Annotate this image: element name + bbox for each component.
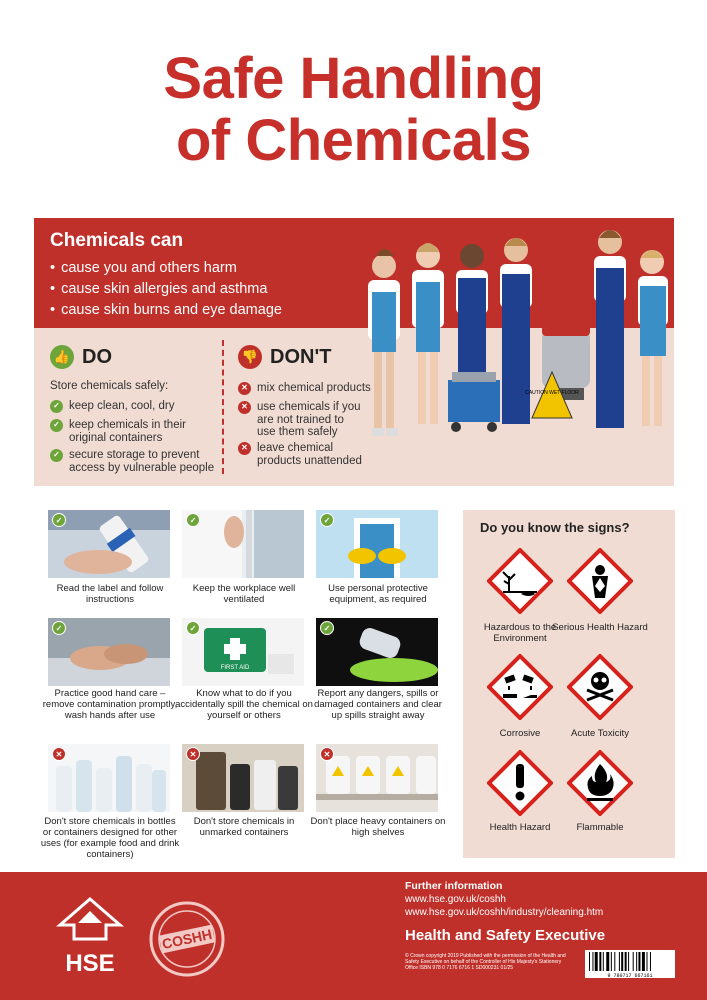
dont-item-text: leave chemical products unattended <box>257 442 362 467</box>
dont-item-text: use chemicals if you are not trained to use them safely <box>257 401 361 438</box>
barcode-bar <box>619 952 620 971</box>
do-item <box>50 449 225 474</box>
exclamation-icon <box>487 750 553 816</box>
label-reading-photo <box>48 510 170 578</box>
tip-caption: Don't store chemicals in unmarked containers <box>193 816 295 838</box>
flame-icon <box>567 750 633 816</box>
thumbs-up-icon: 👍 <box>50 345 74 369</box>
ppe-photo <box>316 510 438 578</box>
barcode-bar <box>614 952 615 971</box>
do-intro: Store chemicals safely: <box>50 380 169 392</box>
sign-label: Serious Health Hazard <box>552 622 648 633</box>
do-item <box>50 419 195 444</box>
spill-photo <box>316 618 438 686</box>
hazard-item: • cause you and others harm <box>50 258 282 279</box>
check-icon: ✓ <box>50 449 63 462</box>
barcode-bar <box>650 952 651 971</box>
barcode-bar <box>633 952 634 971</box>
check-icon: ✓ <box>50 400 63 413</box>
dont-item-text: mix chemical products <box>257 382 371 394</box>
barcode-bar <box>606 952 609 971</box>
ventilation-photo <box>182 510 304 578</box>
tip-caption: Don't place heavy containers on high shelves <box>310 816 446 838</box>
signs-title: Do you know the signs? <box>480 520 630 535</box>
cleaning-staff-photo <box>356 222 674 448</box>
health-hazard-icon <box>567 548 633 614</box>
sign-label: Flammable <box>576 822 624 833</box>
hse-logo-text: HSE <box>65 950 115 975</box>
sign-label: Corrosive <box>499 728 541 739</box>
tip-caption: Report any dangers, spills or damaged containers and clear up spills straight away <box>314 688 442 721</box>
first-aid-text: FIRST AID <box>220 665 250 671</box>
do-item-text: keep chemicals in their original containers <box>69 419 186 444</box>
barcode-bar <box>642 952 645 971</box>
barcode-bar <box>625 952 627 971</box>
tip-caption: Read the label and follow instructions <box>56 583 164 605</box>
coshh-stamp <box>146 898 228 980</box>
sign-label: Health Hazard <box>489 822 551 833</box>
barcode-bar <box>636 952 637 971</box>
tip-caption: Don't store chemicals in bottles or containers designed for other uses (for example food and drink containers) <box>40 816 180 860</box>
hazard-item: • cause skin allergies and asthma <box>50 279 282 300</box>
first-aid-kit-photo <box>182 618 304 686</box>
barcode-bar <box>589 952 590 971</box>
unmarked-containers-photo <box>182 744 304 812</box>
barcode-bar <box>638 952 640 971</box>
barcode-bar <box>611 952 612 971</box>
dont-label: DON'T <box>270 345 332 368</box>
tip-caption: Practice good hand care – remove contamination promptly, wash hands after use <box>42 688 178 721</box>
cross-icon: ✕ <box>238 442 251 455</box>
check-icon: ✓ <box>52 621 66 635</box>
barcode-bar <box>599 952 601 971</box>
coshh-link[interactable]: www.hse.gov.uk/coshh <box>405 894 506 905</box>
cross-icon: ✕ <box>320 747 334 761</box>
skull-crossbones-icon <box>567 654 633 720</box>
bottles-photo <box>48 744 170 812</box>
check-icon: ✓ <box>50 419 63 432</box>
dont-item <box>238 382 378 395</box>
do-label: DO <box>82 345 112 368</box>
title-line-1: Safe Handling <box>163 46 544 111</box>
barcode-bar <box>628 952 629 971</box>
barcode-bar <box>603 952 604 971</box>
cross-icon: ✕ <box>238 401 251 414</box>
barcode-bar <box>592 952 593 971</box>
tip-caption: Know what to do if you accidentally spill the chemical on yourself or others <box>175 688 313 721</box>
coshh-stamp-text: COSHH <box>160 925 214 953</box>
tip-caption: Keep the workplace well ventilated <box>192 583 296 605</box>
hazard-item: • cause skin burns and eye damage <box>50 300 282 321</box>
do-item <box>50 400 210 413</box>
check-icon: ✓ <box>186 513 200 527</box>
dont-heading <box>238 345 331 369</box>
high-shelf-photo <box>316 744 438 812</box>
dont-item <box>238 401 363 439</box>
environment-hazard-icon <box>487 548 553 614</box>
hazards-heading: Chemicals can <box>50 230 184 251</box>
barcode-digits: 9 780717 667161 <box>607 973 653 978</box>
cross-icon: ✕ <box>52 747 66 761</box>
hse-logo <box>50 895 130 975</box>
check-icon: ✓ <box>52 513 66 527</box>
check-icon: ✓ <box>320 621 334 635</box>
cross-icon: ✕ <box>238 382 251 395</box>
do-item-text: secure storage to prevent access by vulnerable people <box>69 449 215 474</box>
cleaning-link[interactable]: www.hse.gov.uk/coshh/industry/cleaning.htm <box>405 907 604 918</box>
dont-item <box>238 442 363 467</box>
handwashing-photo <box>48 618 170 686</box>
do-heading <box>50 345 112 369</box>
cross-icon: ✕ <box>186 747 200 761</box>
corrosive-icon <box>487 654 553 720</box>
organisation-name: Health and Safety Executive <box>405 927 606 944</box>
barcode-bar <box>647 952 648 971</box>
hazards-list <box>50 258 282 321</box>
title-line-2: of Chemicals <box>176 108 531 173</box>
tip-caption: Use personal protective equipment, as required <box>328 583 428 605</box>
barcode <box>585 950 675 978</box>
thumbs-down-icon: 👎 <box>238 345 262 369</box>
check-icon: ✓ <box>320 513 334 527</box>
wet-floor-sign-text: CAUTION WET FLOOR <box>525 390 579 396</box>
barcode-bar <box>595 952 598 971</box>
legal-text: © Crown copyright 2019 Published with the permission of the Health and Safety Executive on behalf of the Controller of His Majesty's Stationery Office ISBN 978 0 7176 6716 1 SD000231 01/25 <box>405 953 566 971</box>
sign-label: Hazardous to the Environment <box>483 622 557 644</box>
check-icon: ✓ <box>186 621 200 635</box>
sign-label: Acute Toxicity <box>571 728 629 739</box>
further-info-heading: Further information <box>405 880 503 892</box>
page-title <box>0 48 707 172</box>
do-item-text: keep clean, cool, dry <box>69 400 175 412</box>
barcode-bar <box>621 952 623 971</box>
